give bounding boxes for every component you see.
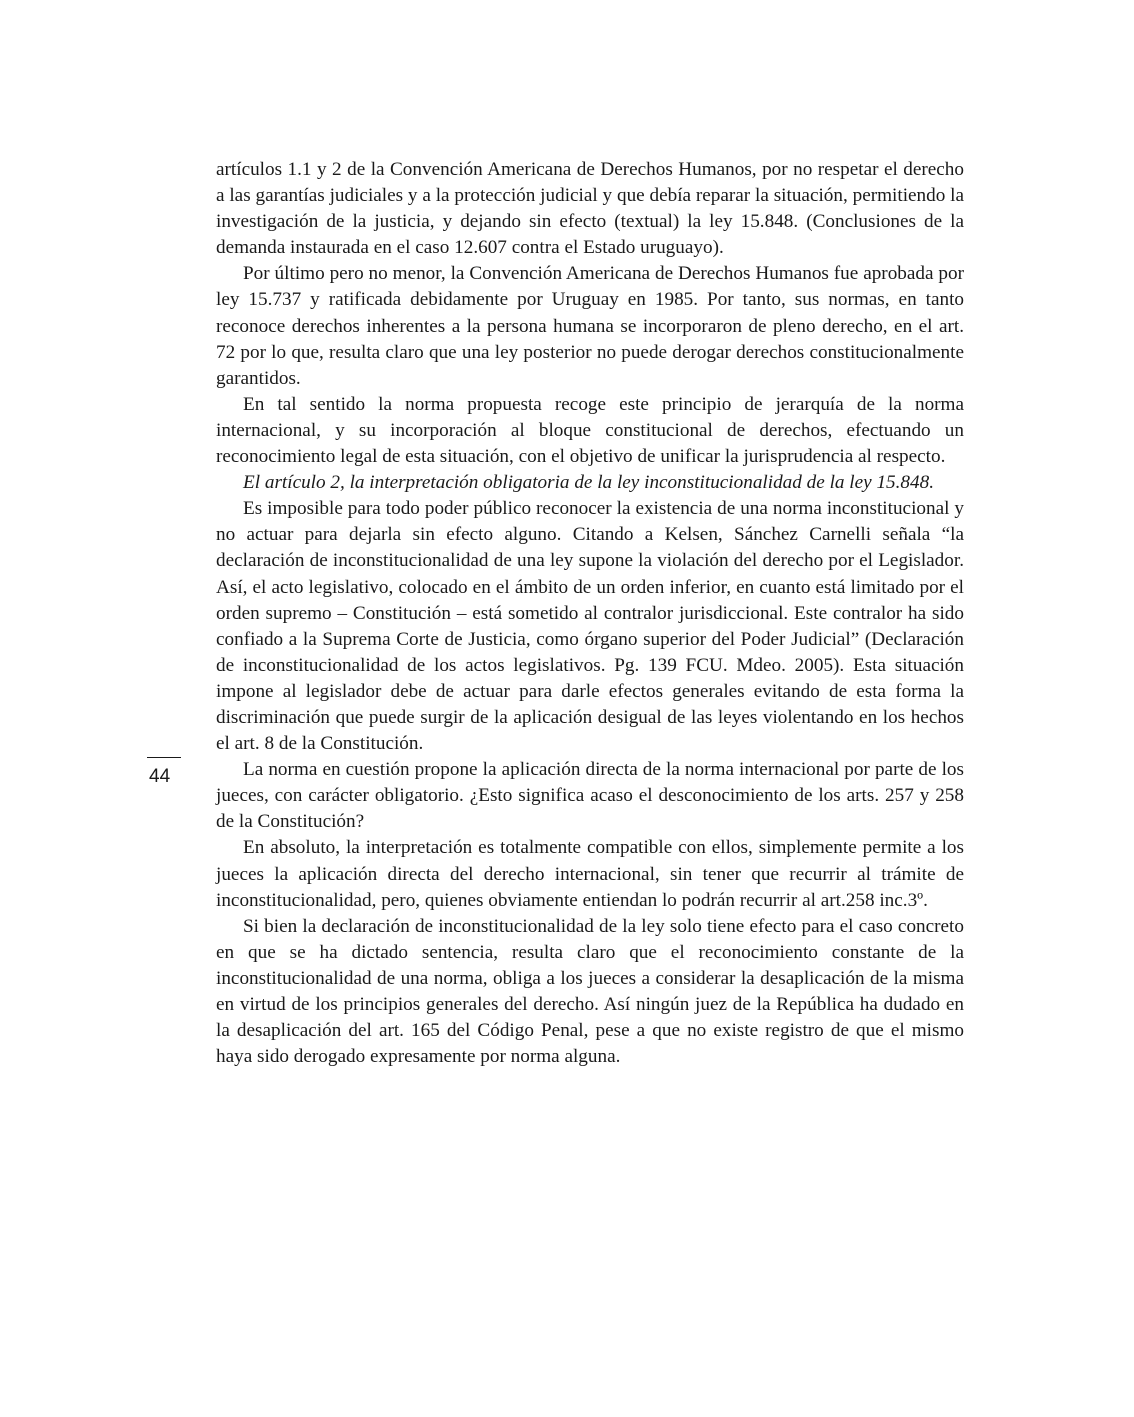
- paragraph: Por último pero no menor, la Convención Americana de Derechos Humanos fue aprobada por ley 15.737 y ratificada debidamente por Uruguay en 1985. Por tanto, sus normas, en tanto reconoce derechos inherentes a la persona humana se incorporaron de pleno derecho, en el art. 72 por lo que, resulta claro que una ley posterior no puede derogar derechos constitucionalmente garantidos.: [216, 263, 964, 389]
- paragraph-continuation: artículos 1.1 y 2 de la Convención Americana de Derechos Humanos, por no respetar el derecho a las garantías judiciales y a la protección judicial y que debía reparar la situación, permitiendo la investigación de la justicia, y dejando sin efecto (textual) la ley 15.848. (Conclusiones de la demanda instaurada en el caso 12.607 contra el Estado uruguayo).: [216, 159, 964, 259]
- section-heading: El artículo 2, la interpretación obligatoria de la ley inconstitucionalidad de la ley 15.848.: [243, 472, 935, 494]
- paragraph: La norma en cuestión propone la aplicación directa de la norma internacional por parte de los jueces, con carácter obligatorio. ¿Esto significa acaso el desconocimiento de los arts. 257 y 258 de la Constitución?: [216, 759, 964, 833]
- body-text: [216, 157, 964, 1070]
- page-number-rule: [147, 757, 181, 758]
- page-number: 44: [149, 766, 171, 787]
- paragraph: Si bien la declaración de inconstitucionalidad de la ley solo tiene efecto para el caso concreto en que se ha dictado sentencia, resulta claro que el reconocimiento constante de la inconstitucionalidad de una norma, obliga a los jueces a considerar la desaplicación de la misma en virtud de los principios generales del derecho. Así ningún juez de la República ha dudado en la desaplicación del art. 165 del Código Penal, pese a que no existe registro de que el mismo haya sido derogado expresamente por norma alguna.: [216, 915, 964, 1068]
- paragraph: En absoluto, la interpretación es totalmente compatible con ellos, simplemente permite a los jueces la aplicación directa del derecho internacional, sin tener que recurrir al trámite de inconstitucionalidad, pero, quienes obviamente entiendan lo podrán recurrir al art.258 inc.3º.: [216, 837, 964, 911]
- paragraph: Es imposible para todo poder público reconocer la existencia de una norma inconstitucional y no actuar para dejarla sin efecto alguno. Citando a Kelsen, Sánchez Carnelli señala “la declaración de inconstitucionalidad de una ley supone la violación del derecho por el Legislador. Así, el acto legislativo, colocado en el ámbito de un orden inferior, en cuanto está limitado por el orden supremo – Constitución – está sometido al contralor jurisdiccional. Este contralor ha sido confiado a la Suprema Corte de Justicia, como órgano superior del Poder Judicial” (Declaración de inconstitucionalidad de los actos legislativos. Pg. 139 FCU. Mdeo. 2005). Esta situación impone al legislador debe de actuar para darle efectos generales evitando de esta forma la discriminación que puede surgir de la aplicación desigual de las leyes violentando en los hechos el art. 8 de la Constitución.: [216, 498, 964, 755]
- paragraph: En tal sentido la norma propuesta recoge este principio de jerarquía de la norma internacional, y su incorporación al bloque constitucional de derechos, efectuando un reconocimiento legal de esta situación, con el objetivo de unificar la jurisprudencia al respecto.: [216, 393, 964, 468]
